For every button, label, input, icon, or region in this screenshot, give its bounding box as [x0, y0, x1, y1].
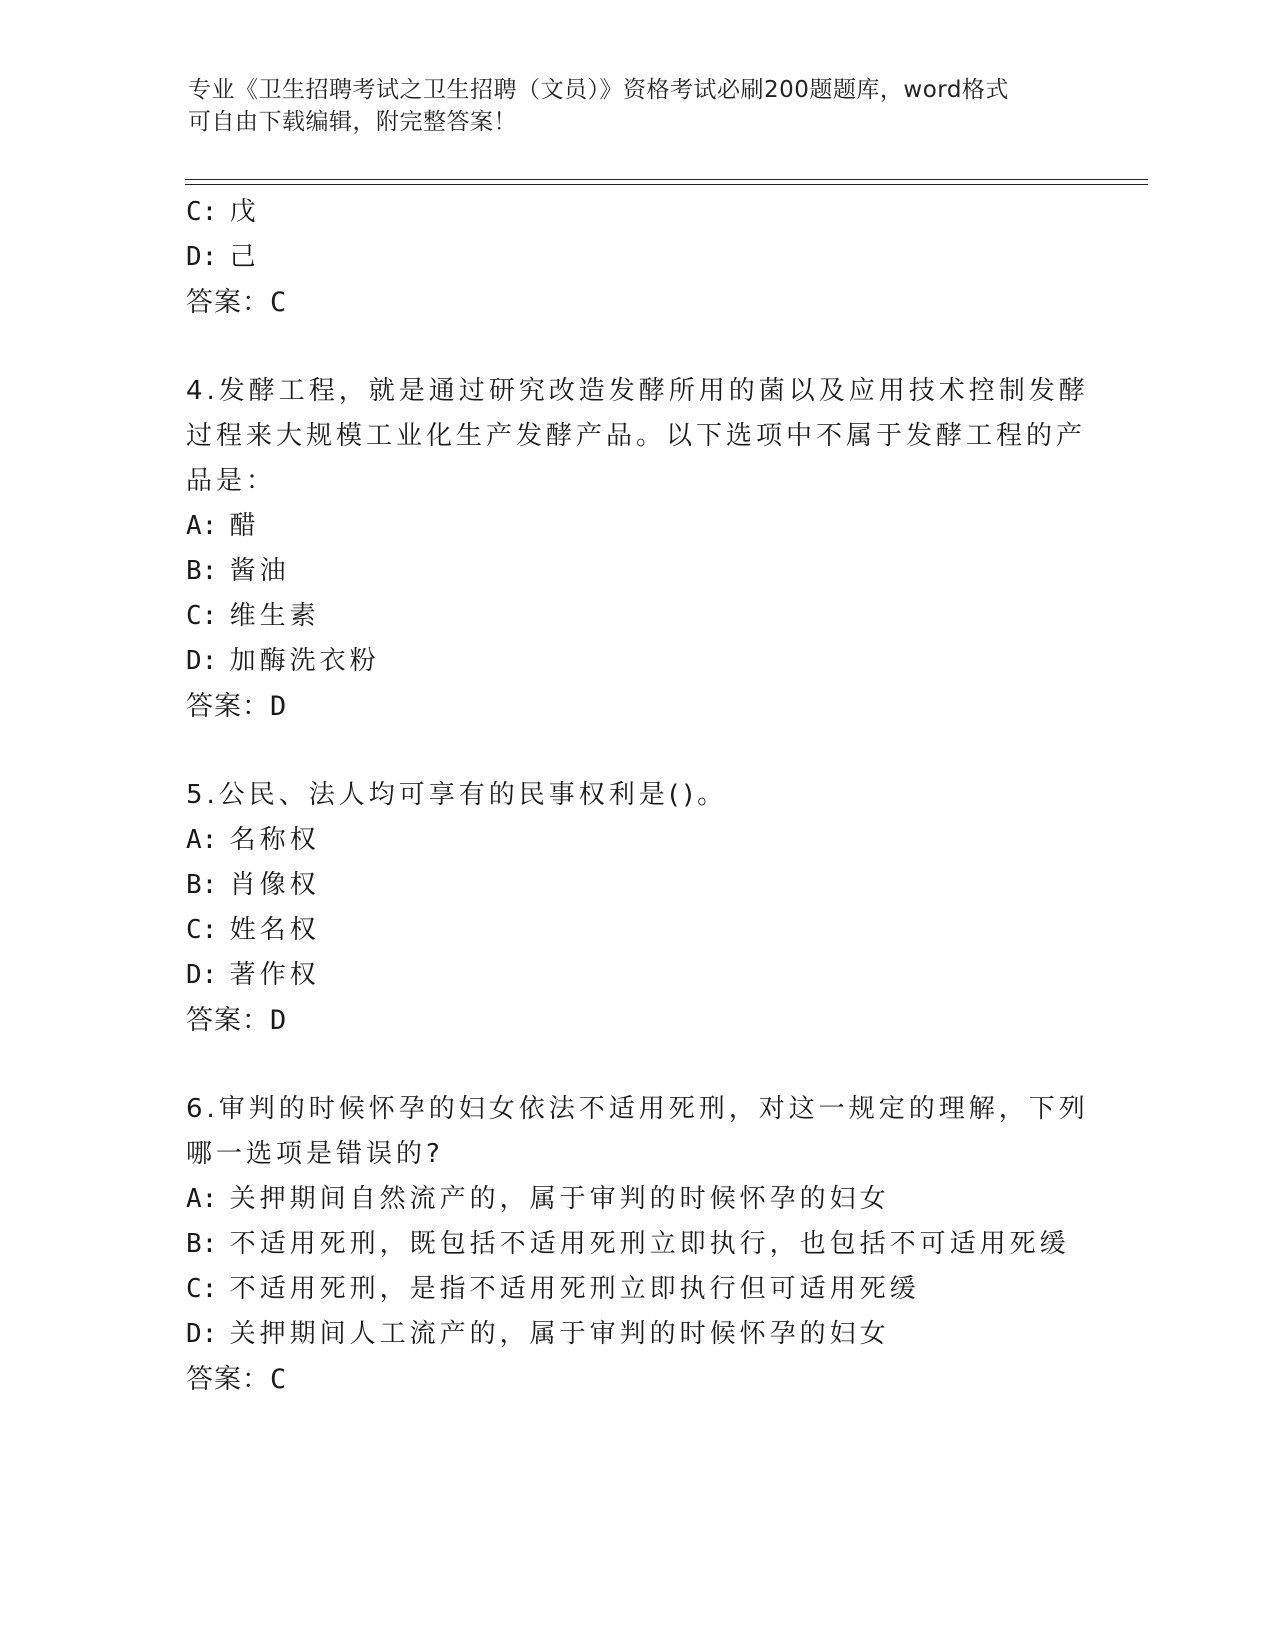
option-label: B: — [186, 556, 218, 586]
question-text — [186, 773, 1086, 818]
option-text: 酱油 — [229, 556, 290, 586]
answer-value: C — [270, 1364, 288, 1395]
header-line-2: 可自由下载编辑，附完整答案！ — [188, 109, 517, 135]
option-c — [186, 1267, 1086, 1312]
option-d — [186, 953, 1086, 998]
answer-line — [186, 1357, 1086, 1402]
option-text: 名称权 — [229, 825, 320, 855]
question-4 — [186, 369, 1089, 729]
answer-label: 答案： — [186, 1005, 270, 1036]
option-c — [186, 190, 1086, 235]
option-c — [186, 594, 1086, 639]
option-text: 不适用死刑，既包括不适用死刑立即执行，也包括不可适用死缓 — [229, 1229, 1070, 1259]
answer-label: 答案： — [186, 1364, 270, 1395]
header-divider-bottom — [185, 184, 1148, 185]
question-text — [186, 369, 1089, 504]
option-b — [186, 863, 1086, 908]
option-text: 己 — [229, 242, 260, 272]
question-text-line: 6.审判的时候怀孕的妇女依法不适用死刑，对这一规定的理解，下列 — [186, 1094, 1089, 1124]
question-text-line: 4.发酵工程，就是通过研究改造发酵所用的菌以及应用技术控制发酵 — [186, 376, 1089, 406]
option-text: 关押期间自然流产的，属于审判的时候怀孕的妇女 — [229, 1184, 890, 1214]
option-label: A: — [186, 511, 218, 541]
option-label: C: — [186, 915, 218, 945]
option-text: 关押期间人工流产的，属于审判的时候怀孕的妇女 — [229, 1319, 890, 1349]
question-text — [186, 1087, 1089, 1177]
option-label: D: — [186, 646, 218, 676]
option-a — [186, 1177, 1086, 1222]
answer-value: C — [270, 287, 288, 318]
answer-line — [186, 280, 1086, 325]
header-line-1: 专业《卫生招聘考试之卫生招聘（文员）》资格考试必刷200题题库，word格式 — [188, 77, 1009, 103]
answer-value: D — [270, 691, 288, 722]
option-c — [186, 908, 1086, 953]
option-text: 姓名权 — [229, 915, 320, 945]
answer-line — [186, 684, 1086, 729]
answer-line — [186, 998, 1086, 1043]
option-label: C: — [186, 197, 218, 227]
question-5 — [186, 773, 1086, 1043]
option-text: 戊 — [229, 197, 260, 227]
question-6 — [186, 1087, 1089, 1402]
option-text: 著作权 — [229, 960, 320, 990]
option-label: A: — [186, 1184, 218, 1214]
document-header — [188, 74, 1068, 138]
option-label: B: — [186, 1229, 218, 1259]
option-label: A: — [186, 825, 218, 855]
option-text: 醋 — [229, 511, 260, 541]
option-text: 不适用死刑，是指不适用死刑立即执行但可适用死缓 — [229, 1274, 920, 1304]
question-text-line: 过程来大规模工业化生产发酵产品。以下选项中不属于发酵工程的产 — [186, 421, 1087, 451]
answer-value: D — [270, 1005, 288, 1036]
question-text-line: 哪一选项是错误的? — [186, 1139, 444, 1169]
option-label: C: — [186, 1274, 218, 1304]
answer-label: 答案： — [186, 287, 270, 318]
header-divider-top — [185, 179, 1148, 180]
option-d — [186, 235, 1086, 280]
option-label: D: — [186, 1319, 218, 1349]
question-text-line: 5.公民、法人均可享有的民事权利是()。 — [186, 780, 728, 810]
option-label: B: — [186, 870, 218, 900]
option-a — [186, 504, 1086, 549]
option-d — [186, 1312, 1086, 1357]
option-label: D: — [186, 242, 218, 272]
option-label: C: — [186, 601, 218, 631]
question-text-line: 品是： — [186, 466, 277, 496]
option-b — [186, 1222, 1086, 1267]
answer-label: 答案： — [186, 691, 270, 722]
option-text: 肖像权 — [229, 870, 320, 900]
option-text: 加酶洗衣粉 — [229, 646, 380, 676]
question-list — [186, 190, 1089, 1402]
option-d — [186, 639, 1086, 684]
option-text: 维生素 — [229, 601, 320, 631]
prev-question-tail — [186, 190, 1086, 325]
option-a — [186, 818, 1086, 863]
option-label: D: — [186, 960, 218, 990]
option-b — [186, 549, 1086, 594]
